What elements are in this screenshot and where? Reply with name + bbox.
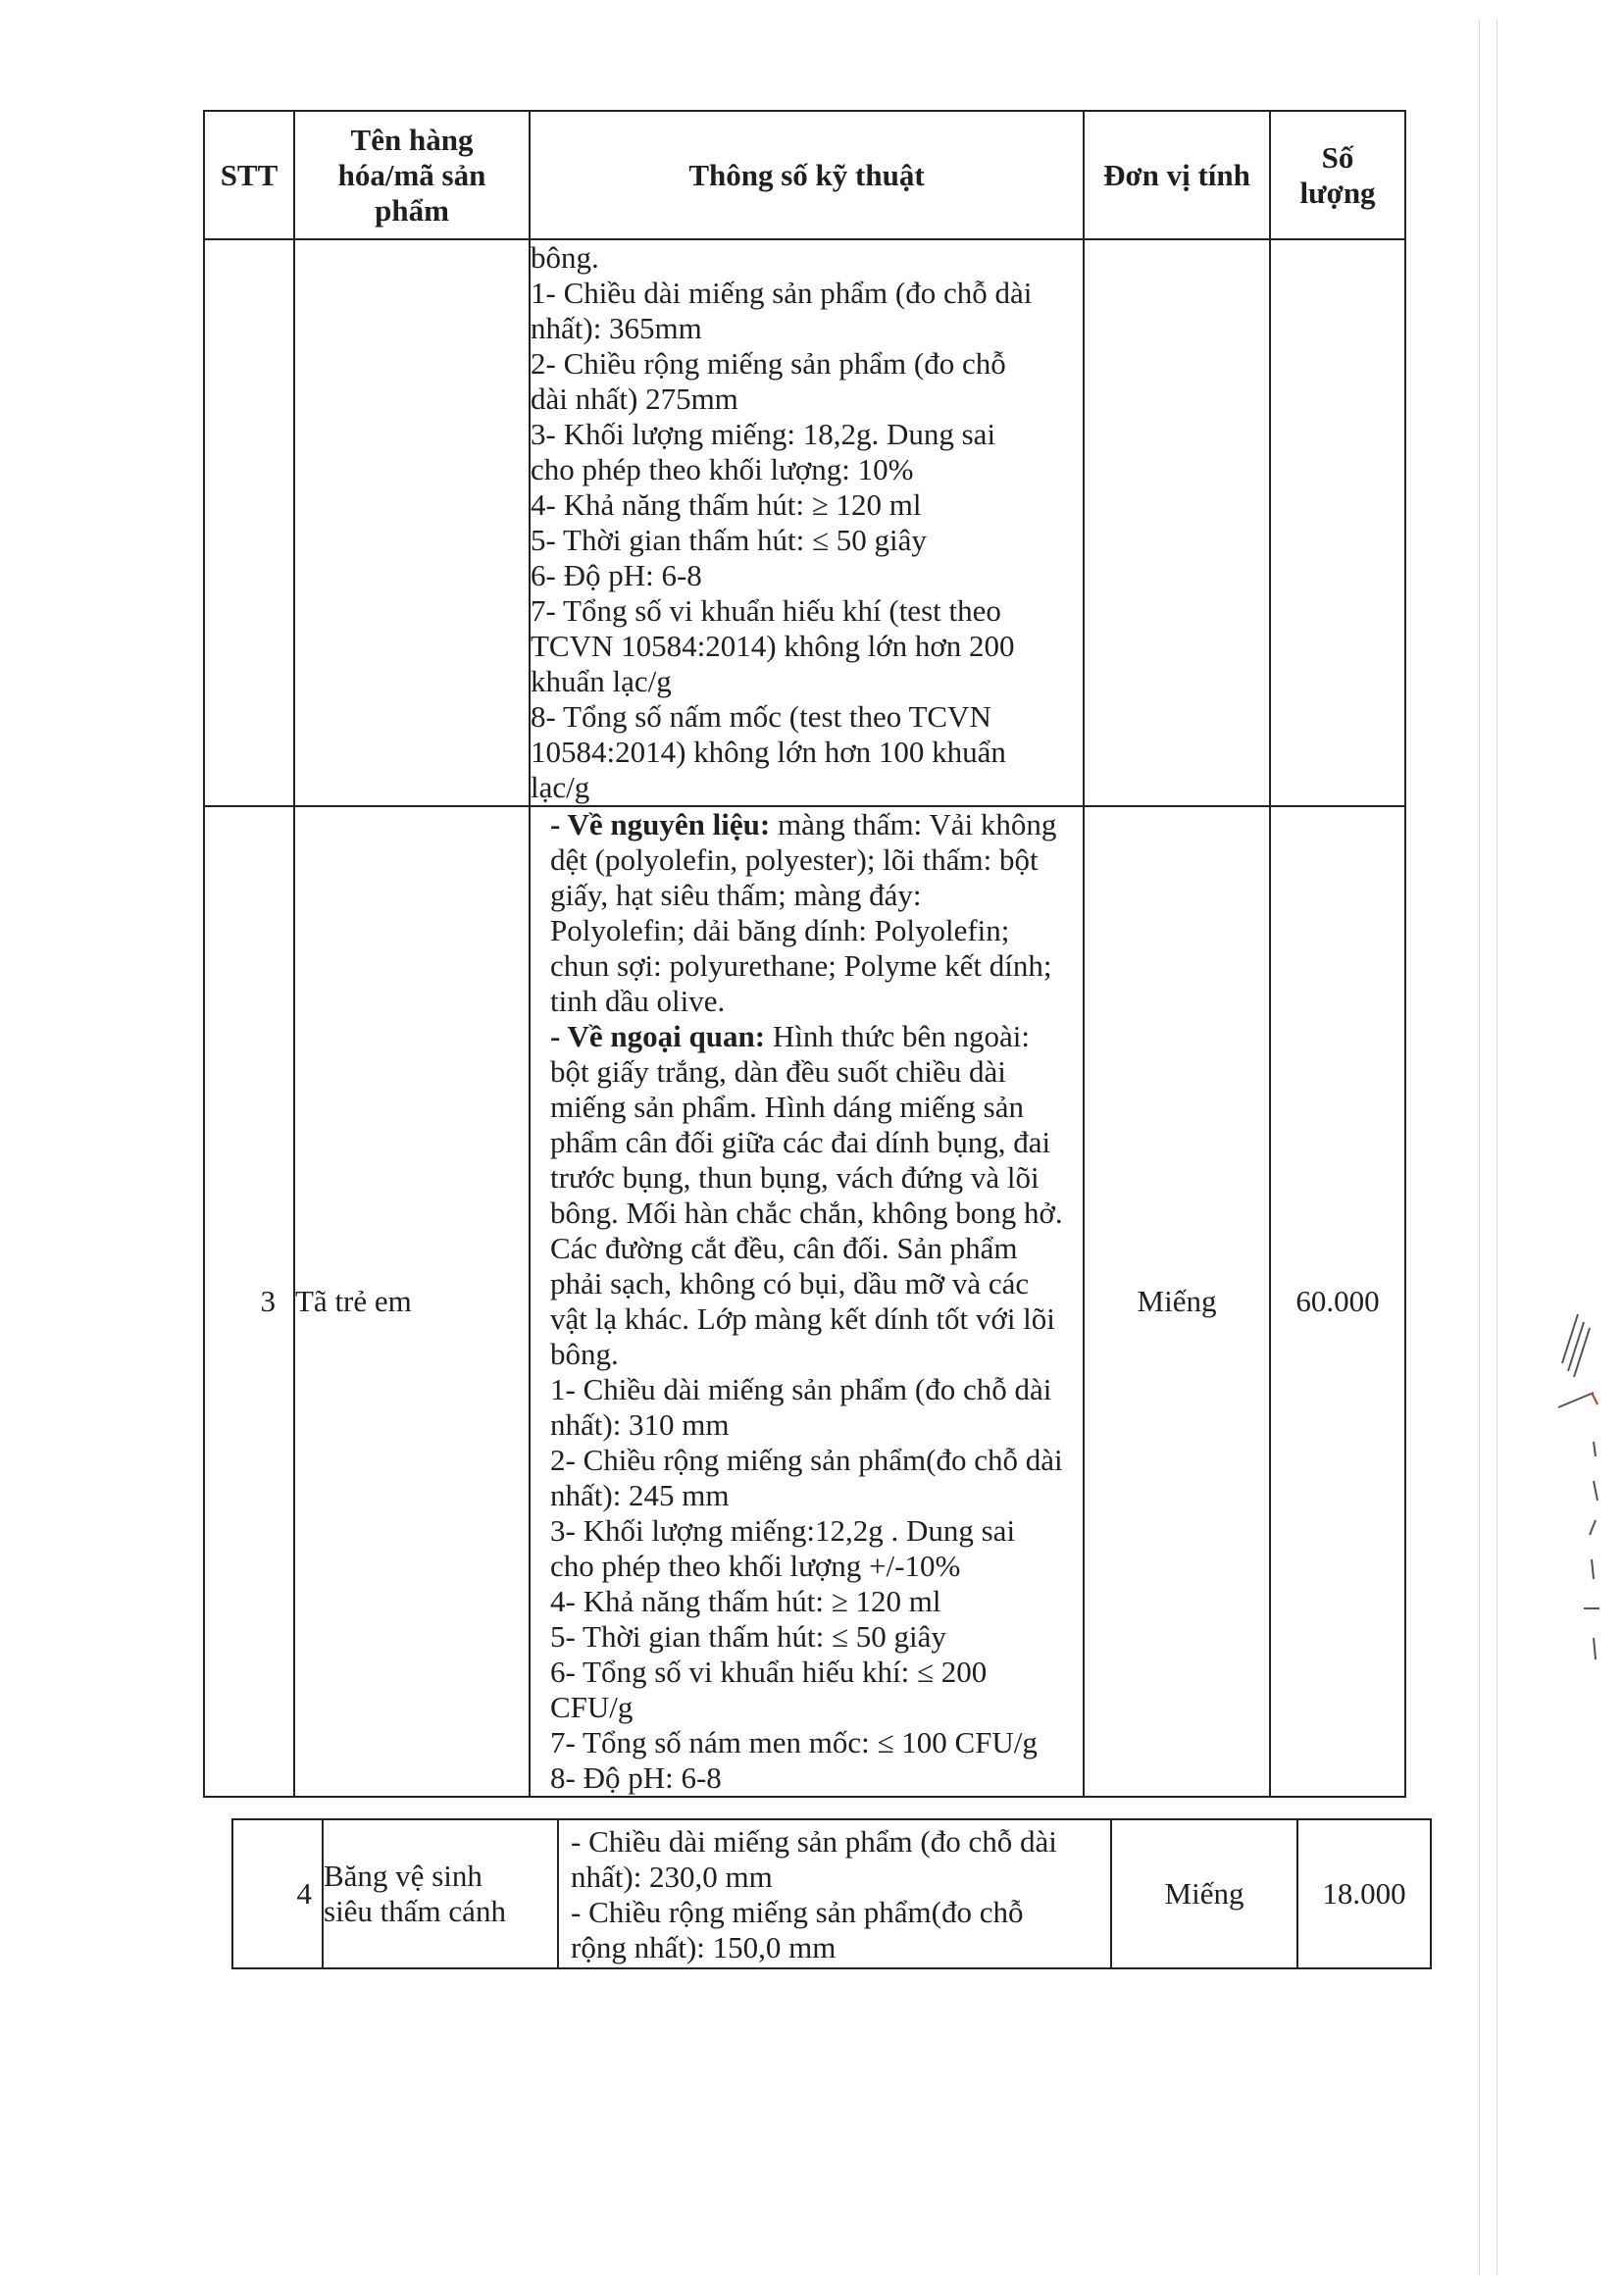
spec-line: 2- Chiều rộng miếng sản phẩm (đo chỗ: [531, 346, 1006, 381]
header-specification: Thông số kỹ thuật: [530, 111, 1084, 239]
cell-quantity: 60.000: [1270, 806, 1405, 1797]
cell-stt-empty: [204, 239, 294, 806]
spec-line: 4- Khả năng thấm hút: ≥ 120 ml: [531, 487, 922, 522]
cell-unit: Miếng: [1084, 806, 1270, 1797]
appearance-line: Hình thức bên ngoài:: [765, 1019, 1030, 1053]
table-row-4: [232, 1819, 1431, 1968]
spec-line: 6- Độ pH: 6-8: [531, 558, 702, 592]
cell-product-name: Tã trẻ em: [294, 806, 530, 1797]
cell-quantity: 18.000: [1297, 1819, 1431, 1968]
appearance-line: trước bụng, thun bụng, vách đứng và lõi: [550, 1160, 1040, 1195]
spec-line: rộng nhất): 150,0 mm: [571, 1930, 837, 1964]
material-line: tinh dầu olive.: [550, 984, 726, 1018]
table-row-3: [204, 806, 1405, 1797]
scan-edge-line: [1479, 20, 1480, 2275]
cell-spec: [530, 806, 1084, 1797]
spec-line: - Chiều dài miếng sản phẩm (đo chỗ dài: [571, 1824, 1057, 1859]
spec-line: nhất): 245 mm: [550, 1478, 730, 1512]
spec-line: 5- Thời gian thấm hút: ≤ 50 giây: [531, 523, 927, 557]
spec-line: 7- Tổng số nám men mốc: ≤ 100 CFU/g: [550, 1725, 1038, 1759]
header-product-name-text: Tên hàng hóa/mã sản phẩm: [337, 122, 486, 228]
spec-line: 5- Thời gian thấm hút: ≤ 50 giây: [550, 1619, 946, 1654]
spec-line: 1- Chiều dài miếng sản phẩm (đo chỗ dài: [550, 1372, 1052, 1406]
spec-line: 3- Khối lượng miếng:12,2g . Dung sai: [550, 1513, 1016, 1548]
table-header-row: [204, 111, 1405, 239]
spec-line: khuẩn lạc/g: [531, 664, 672, 698]
margin-pen-marks: [1554, 1295, 1613, 1707]
cell-stt: 4: [232, 1819, 323, 1968]
appearance-line: phẩm cân đối giữa các đai dính bụng, đai: [550, 1125, 1051, 1159]
cell-name-empty: [294, 239, 530, 806]
appearance-line: miếng sản phẩm. Hình dáng miếng sản: [550, 1090, 1024, 1124]
cell-unit-empty: [1084, 239, 1270, 806]
spec-line: 7- Tổng số vi khuẩn hiếu khí (test theo: [531, 593, 1001, 628]
material-line: Polyolefin; dải băng dính: Polyolefin;: [550, 913, 1010, 947]
material-line: màng thấm: Vải không: [770, 807, 1057, 841]
material-label: - Về nguyên liệu:: [550, 807, 771, 841]
product-name-line: siêu thấm cánh: [324, 1894, 506, 1928]
product-name-line: Băng vệ sinh: [324, 1859, 482, 1893]
cell-spec-continued: [530, 239, 1084, 806]
header-stt: STT: [204, 111, 294, 239]
cell-spec: [558, 1819, 1111, 1968]
cell-unit: Miếng: [1111, 1819, 1297, 1968]
spec-line: 10584:2014) không lớn hơn 100 khuẩn: [531, 735, 1006, 769]
appearance-line: bông. Mối hàn chắc chắn, không bong hở.: [550, 1196, 1063, 1230]
spec-line: 4- Khả năng thấm hút: ≥ 120 ml: [550, 1584, 941, 1618]
material-line: dệt (polyolefin, polyester); lõi thấm: bột: [550, 842, 1039, 877]
spec-line: lạc/g: [531, 770, 590, 804]
specification-table: [203, 110, 1406, 1798]
spec-line: 2- Chiều rộng miếng sản phẩm(đo chỗ dài: [550, 1443, 1063, 1477]
material-line: giấy, hạt siêu thấm; màng đáy:: [550, 878, 922, 912]
header-quantity: [1270, 111, 1405, 239]
appearance-label: - Về ngoại quan:: [550, 1019, 766, 1053]
spec-line: cho phép theo khối lượng +/-10%: [550, 1549, 961, 1583]
spec-line: CFU/g: [550, 1690, 634, 1724]
spec-line: 8- Độ pH: 6-8: [550, 1760, 722, 1795]
spec-line: nhất): 310 mm: [550, 1407, 730, 1442]
material-paragraph: [550, 807, 1083, 842]
table-row-continued: [204, 239, 1405, 806]
appearance-line: bông.: [550, 1337, 619, 1371]
spec-line: 1- Chiều dài miếng sản phẩm (đo chỗ dài: [531, 276, 1033, 310]
spec-line: cho phép theo khối lượng: 10%: [531, 452, 914, 486]
spec-line: nhất): 230,0 mm: [571, 1860, 773, 1894]
appearance-line: bột giấy trắng, dàn đều suốt chiều dài: [550, 1054, 1006, 1089]
spec-line: 6- Tổng số vi khuẩn hiếu khí: ≤ 200: [550, 1655, 988, 1689]
spec-line: bông.: [531, 240, 599, 275]
cell-product-name: [323, 1819, 558, 1968]
appearance-line: Các đường cắt đều, cân đối. Sản phẩm: [550, 1231, 1018, 1265]
spec-line: nhất): 365mm: [531, 311, 702, 345]
spec-line: TCVN 10584:2014) không lớn hơn 200: [531, 629, 1015, 663]
spec-line: dài nhất) 275mm: [531, 382, 738, 416]
spec-line: 3- Khối lượng miếng: 18,2g. Dung sai: [531, 417, 996, 451]
appearance-line: vật lạ khác. Lớp màng kết dính tốt với lõi: [550, 1301, 1055, 1336]
appearance-paragraph: [550, 1019, 1083, 1054]
header-unit: Đơn vị tính: [1084, 111, 1270, 239]
header-quantity-text: Số lượng: [1299, 139, 1376, 210]
appearance-line: phải sạch, không có bụi, dầu mỡ và các: [550, 1266, 1030, 1300]
header-product-name: [294, 111, 530, 239]
spec-line: - Chiều rộng miếng sản phẩm(đo chỗ: [571, 1895, 1024, 1929]
material-line: chun sợi: polyurethane; Polyme kết dính;: [550, 948, 1052, 983]
cell-qty-empty: [1270, 239, 1405, 806]
spec-line: 8- Tổng số nấm mốc (test theo TCVN: [531, 699, 991, 734]
specification-table-row4: [231, 1818, 1432, 1969]
cell-stt: 3: [204, 806, 294, 1797]
